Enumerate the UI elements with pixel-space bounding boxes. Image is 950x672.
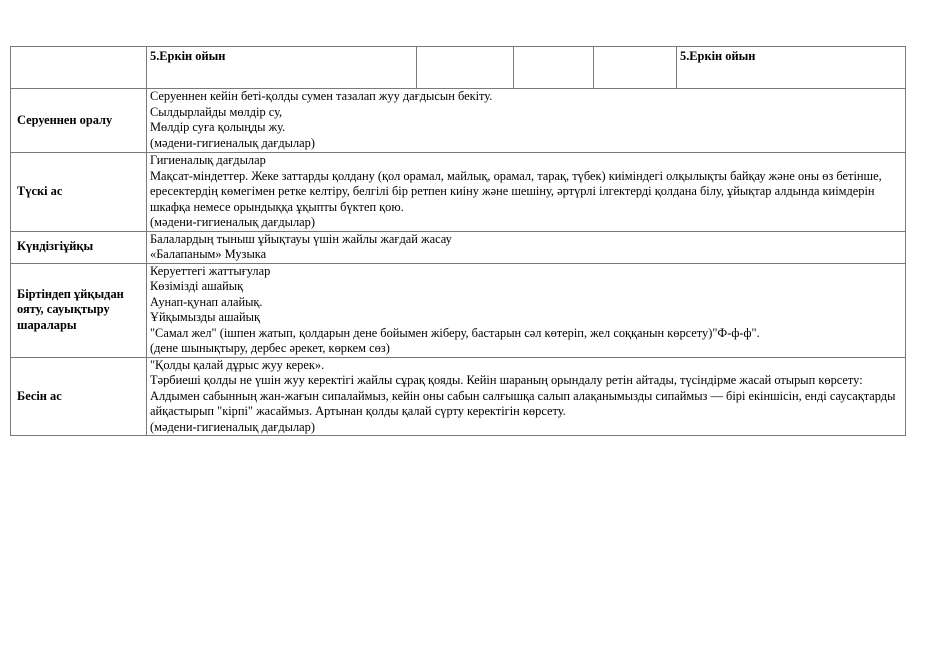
return-walk-line-4: (мәдени-гигиеналық дағдылар): [150, 135, 315, 150]
snack-line-1: "Қолды қалай дұрыс жуу керек».: [150, 357, 325, 372]
return-walk-line-3: Мөлдір суға қолыңды жу.: [150, 120, 286, 134]
nap-line-2: «Балапаным» Музыка: [150, 247, 267, 261]
daily-plan-table: [10, 46, 906, 436]
row-nap: [11, 231, 906, 263]
free-play-cell-3: [514, 47, 594, 89]
wake-up-content: [147, 263, 906, 357]
nap-line-1: Балалардың тыныш ұйықтауы үшін жайлы жағдай жасау: [150, 231, 452, 246]
return-walk-line-1: Серуеннен кейін беті-қолды сумен тазалап жуу дағдысын бекіту.: [150, 89, 493, 103]
lunch-label: Түскі ас: [11, 153, 147, 232]
free-play-label-cell: [11, 47, 147, 89]
lunch-line-3: (мәдени-гигиеналық дағдылар): [150, 215, 315, 229]
nap-label: Күндізгіұйқы: [11, 231, 147, 263]
wake-up-line-5: "Самал жел" (ішпен жатып, қолдарын дене бойымен жіберу, бастарын сәл көтеріп, жел соққанын көрсету)"Ф-ф-ф".: [150, 325, 760, 340]
row-snack: [11, 357, 906, 436]
wake-up-line-2: Көзімізді ашайық: [150, 279, 244, 293]
nap-content: [147, 231, 906, 263]
free-play-cell-1: 5.Еркін ойын: [147, 47, 417, 89]
lunch-content: [147, 153, 906, 232]
return-walk-line-2: Сылдырлайды мөлдір су,: [150, 104, 283, 119]
row-free-play: [11, 47, 906, 89]
snack-label: Бесін ас: [11, 357, 147, 436]
return-walk-label: Серуеннен оралу: [11, 89, 147, 153]
snack-content: [147, 357, 906, 436]
lunch-line-2: Мақсат-міндеттер. Жеке заттарды қолдану (қол орамал, майлық, орамал, тарақ, түбек) киіміндегі олқылықты байқау және оны өз бетінше, ересектердің көмегімен ретке келтіру, белгілі бір ретпен киіну және шешіну, әртүрлі ілгектерді қолдана білу, ұйықтар алдында киімдерін шкафқа немесе орындыққа ұқыпты бүктеп қою.: [150, 168, 882, 214]
wake-up-line-3: Аунап-қунап алайық.: [150, 294, 263, 309]
wake-up-line-4: Ұйқымызды ашайық: [150, 310, 261, 324]
free-play-cell-2: [417, 47, 514, 89]
row-return-walk: [11, 89, 906, 153]
free-play-cell-4: [594, 47, 677, 89]
row-wake-up: [11, 263, 906, 357]
lunch-line-1: Гигиеналық дағдылар: [150, 153, 266, 167]
snack-line-2: Тәрбиеші қолды не үшін жуу керектігі жайлы сұрақ қояды. Кейін шараның орындалу ретін айтады, түсіндірме жасай отырып көрсету: Алдымен сабынның жан-жағын сипалаймыз, кейін оны сабын салғышқа салып алақанымызды сипаймыз — бірі екіншісін, енді саусақтарды айқастырып "кірпі" жасаймыз. Артынан қолды қалай сүрту керектігін көрсету.: [150, 373, 896, 418]
row-lunch: [11, 153, 906, 232]
wake-up-line-6: (дене шынықтыру, дербес әрекет, көркем сөз): [150, 341, 390, 355]
wake-up-label: Біртіндеп ұйқыдан ояту, сауықтыру шаралары: [11, 263, 147, 357]
wake-up-line-1: Керуеттегі жаттығулар: [150, 263, 271, 278]
return-walk-content: [147, 89, 906, 153]
snack-line-3: (мәдени-гигиеналық дағдылар): [150, 419, 315, 434]
free-play-cell-5: 5.Еркін ойын: [677, 47, 906, 89]
